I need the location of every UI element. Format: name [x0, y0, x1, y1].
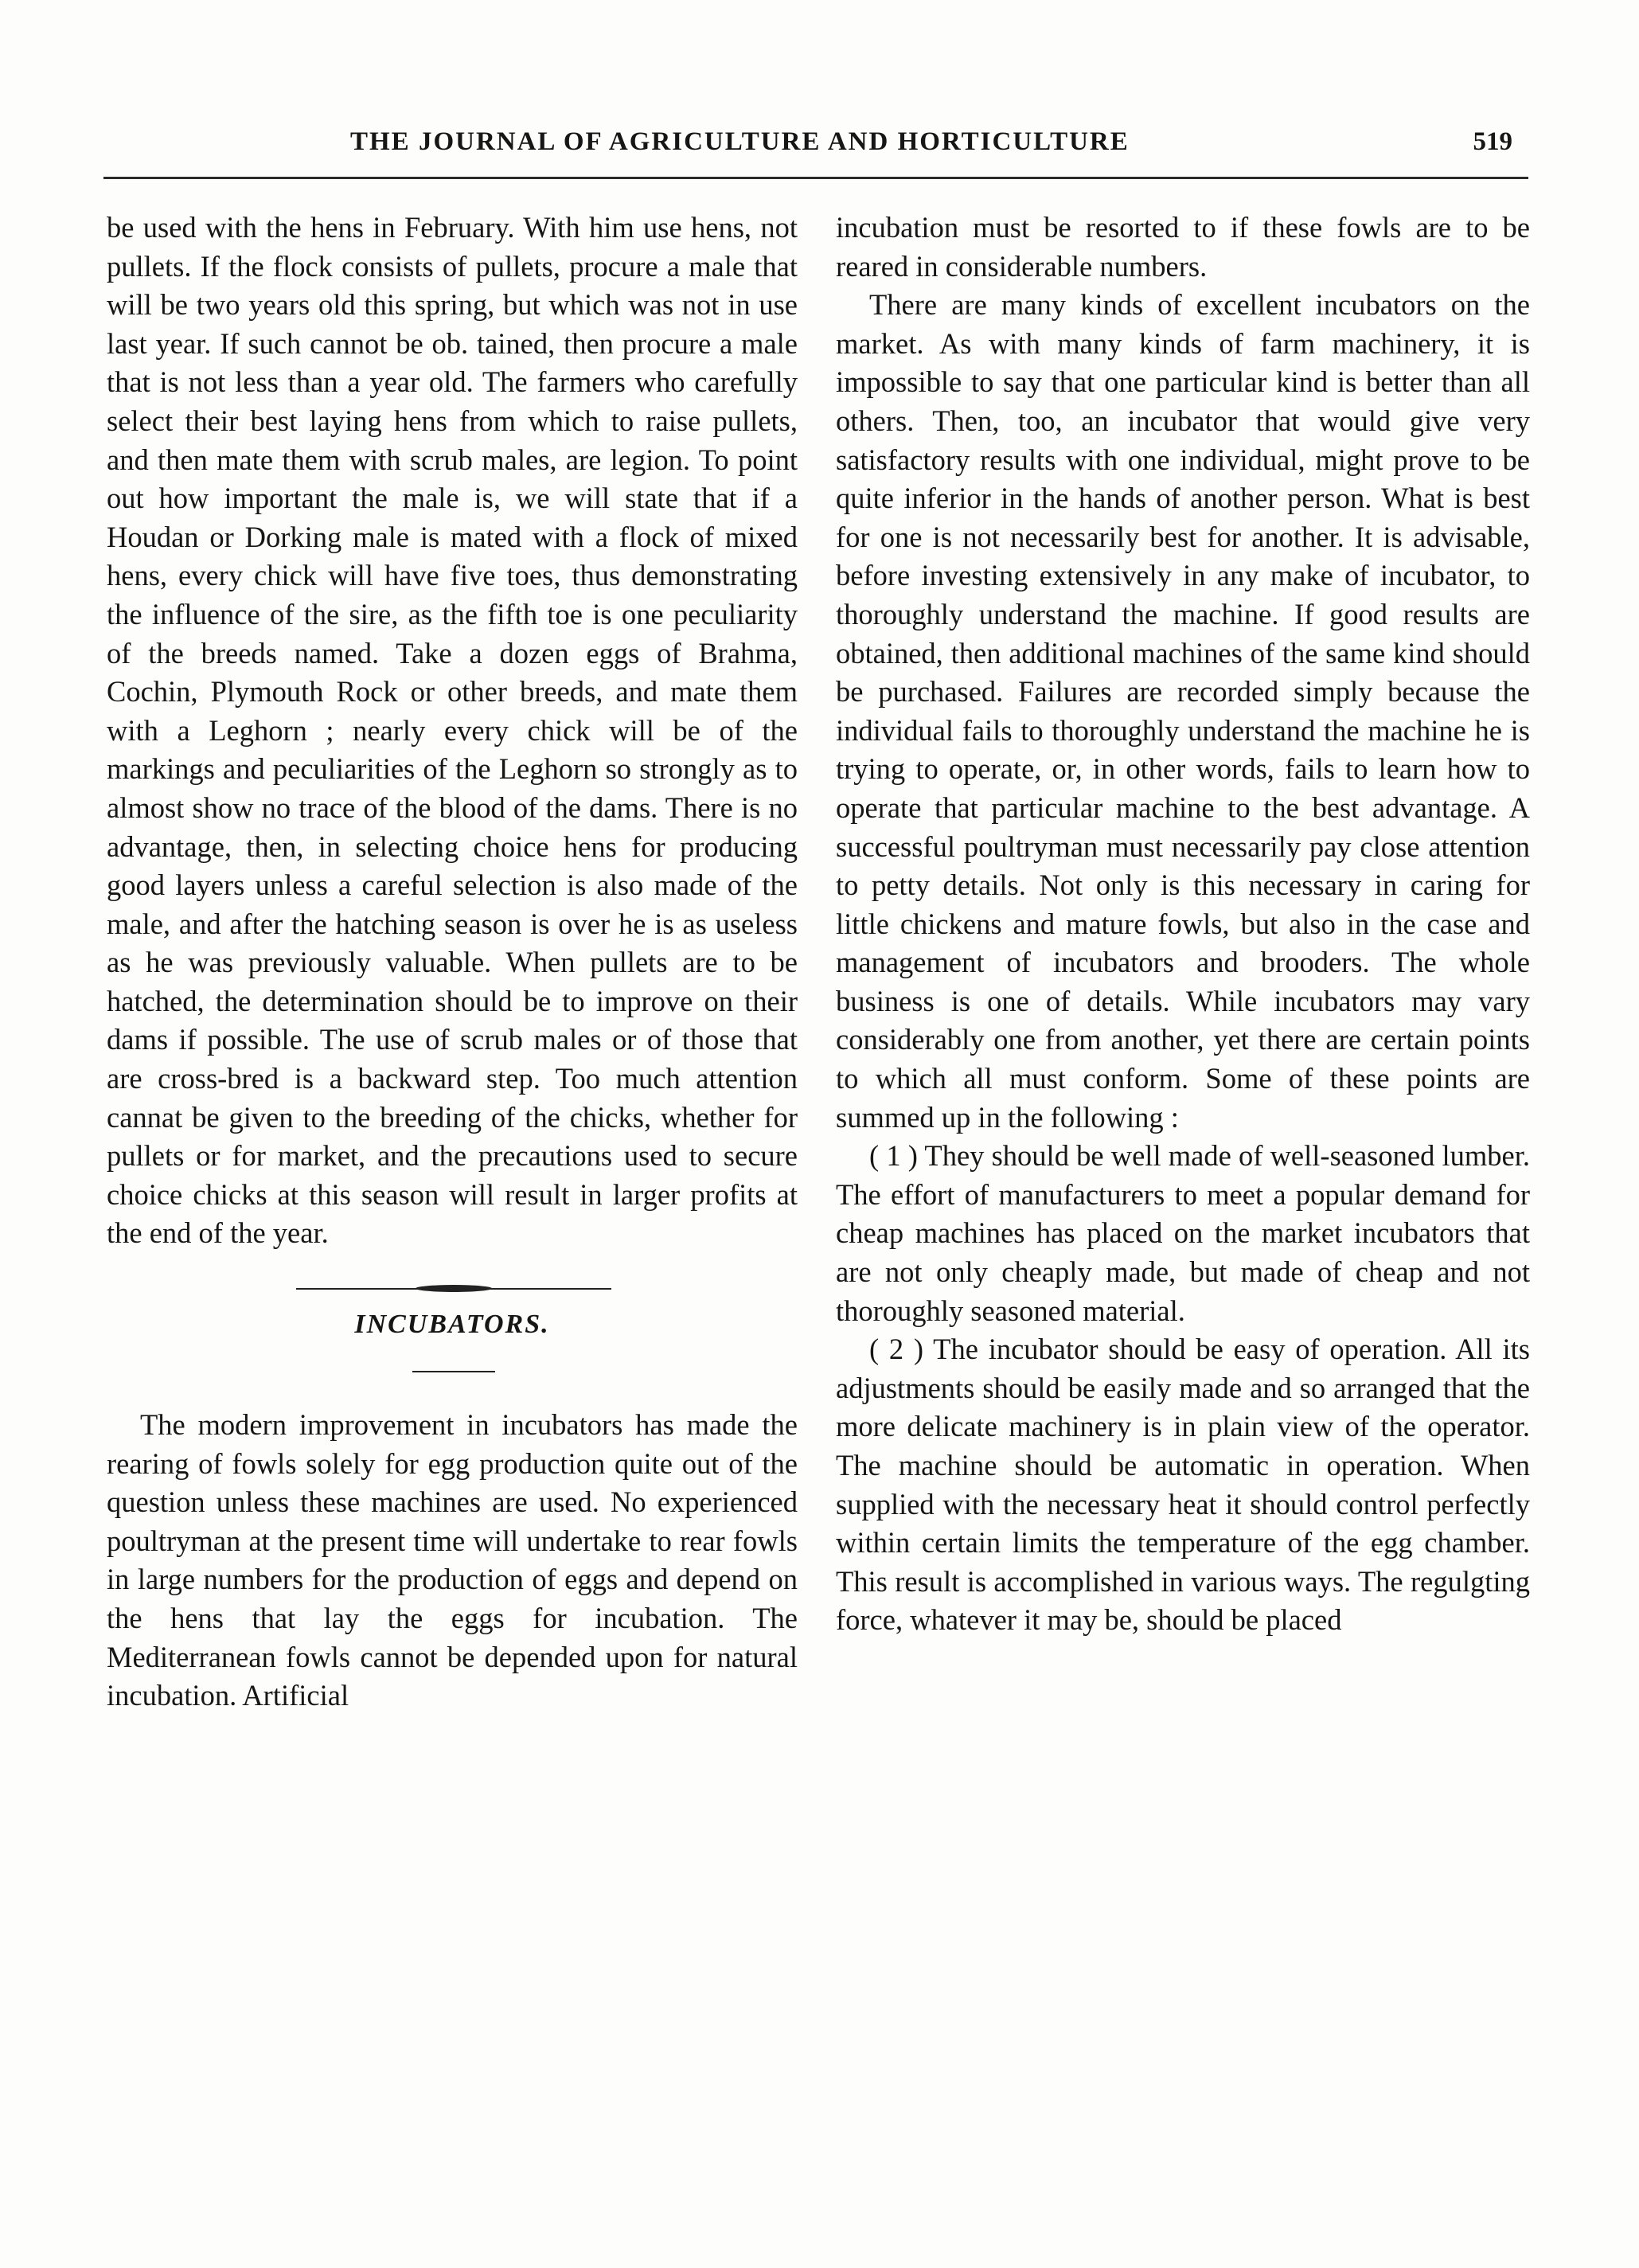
header-rule	[103, 177, 1528, 179]
incubator-kinds-paragraph: There are many kinds of excellent incubators on the market. As with many kinds of farm machinery, it is impossible to say that one particular kind is better than all others. Then, too, an incubator that would give very satisfactory results with one individual, might prove to be quite inferior in the hands of another person. What is best for one is not necessarily best for another. It is advisable, before investing extensively in any make of incubator, to thoroughly understand the machine. If good results are obtained, then additional machines of the same kind should be purchased. Failures are recorded simply because the individual fails to thoroughly understand the machine he is trying to operate, or, in other words, fails to learn how to operate that particular machine to the best advantage. A successful poultryman must necessarily pay close attention to petty details. Not only is this necessary in caring for little chickens and mature fowls, but also in the case and management of incubators and brooders. The whole business is one of details. While incubators may vary considerably one from another, yet there are certain points to which all must conform. Some of these points are summed up in the following :	[836, 288, 1530, 1134]
incubators-intro-paragraph: The modern improvement in incubators has made the rearing of fowls solely for egg production quite out of the question unless these machines are used. No experienced poultryman at the present time will undertake to rear fowls in large numbers for the production of eggs and depend on the hens that lay the eggs for incubation. The Mediterranean fowls cannot be depended upon for natural incubation. Artificial	[107, 1408, 798, 1712]
heading-underline-rule	[412, 1371, 495, 1372]
point-2-paragraph: ( 2 ) The incubator should be easy of operation. All its adjustments should be easily made and so arranged that the more delicate machinery is in plain view of the operator. The machine should be automatic in operation. When supplied with the necessary heat it should control perfectly within certain limits the temperature of the egg chamber. This result is accomplished in various ways. The regulgting force, whatever it may be, should be placed	[836, 1333, 1530, 1637]
section-heading-incubators: INCUBATORS.	[354, 1310, 550, 1340]
running-title: THE JOURNAL OF AGRICULTURE AND HORTICULTURE	[350, 127, 1130, 156]
article-divider-ornament	[107, 1267, 798, 1306]
incubation-continuation-paragraph: incubation must be resorted to if these fowls are to be reared in considerable numbers.	[836, 211, 1530, 283]
running-head	[111, 127, 1528, 169]
poultry-article-continuation: be used with the hens in February. With him use hens, not pullets. If the flock consists of pullets, procure a male that will be two years old this spring, but which was not in use last year. If such cannot be ob. tained, then procure a male that is not less than a year old. The farmers who carefully select their best laying hens from which to raise pullets, and then mate them with scrub males, are legion. To point out how important the male is, we will state that if a Houdan or Dorking male is mated with a flock of mixed hens, every chick will have five toes, thus demonstrating the influence of the sire, as the fifth toe is one peculiarity of the breeds named. Take a dozen eggs of Brahma, Cochin, Plymouth Rock or other breeds, and mate them with a Leghorn ; nearly every chick will be of the markings and peculiarities of the Leghorn so strongly as to almost show no trace of the blood of the dams. There is no advantage, then, in selecting choice hens for producing good layers unless a careful selection is also made of the male, and after the hatching season is over he is as useless as he was previously valuable. When pullets are to be hatched, the determination should be to improve on their dams if possible. The use of scrub males or of those that are cross-bred is a backward step. Too much attention cannat be given to the breeding of the chicks, whether for pullets or for market, and the precautions used to secure choice chicks at this season will result in larger profits at the end of the year.	[107, 211, 798, 1250]
left-column	[107, 209, 798, 1716]
divider-swell	[416, 1285, 492, 1292]
right-column	[836, 209, 1530, 1640]
page-number: 519	[1473, 127, 1512, 156]
heading-underline	[107, 1344, 798, 1406]
point-1-paragraph: ( 1 ) They should be well made of well-seasoned lumber. The effort of manufacturers to meet a popular demand for cheap machines has placed on the market incubators that are not only cheaply made, but made of cheap and not thoroughly seasoned material.	[836, 1139, 1530, 1327]
